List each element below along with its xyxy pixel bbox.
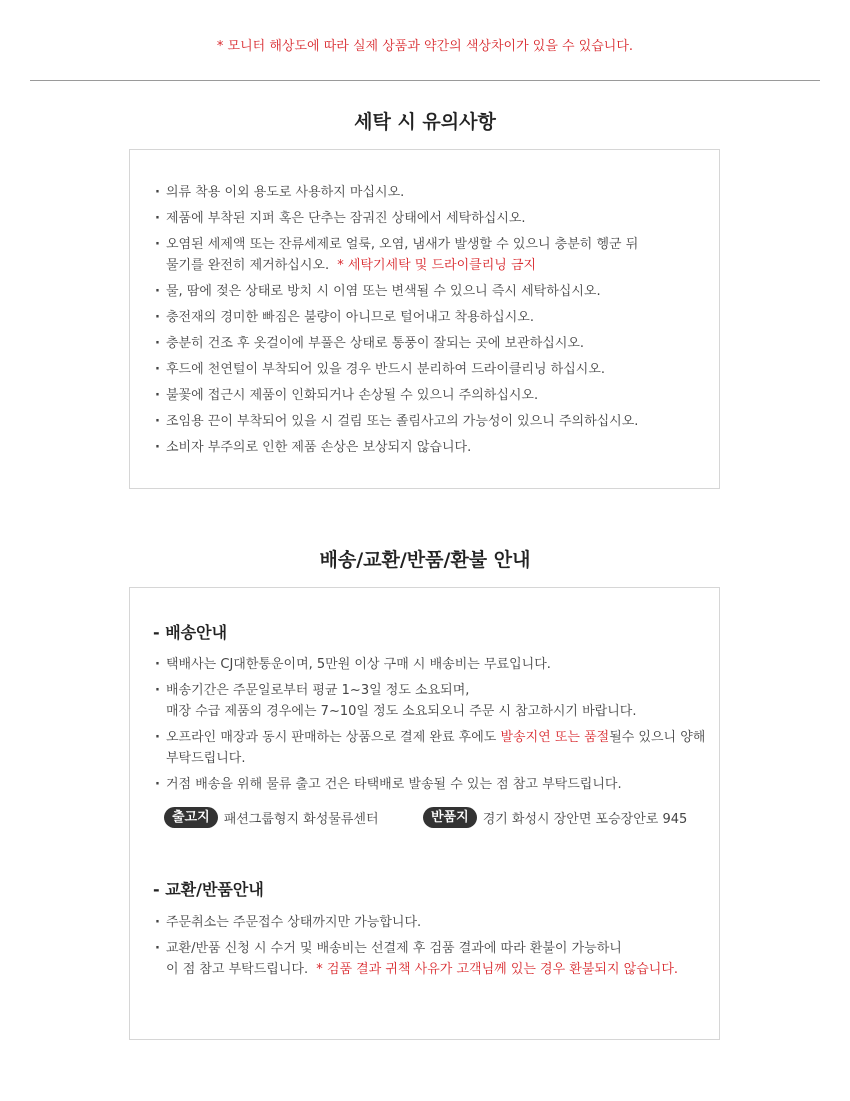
list-item: · 조임용 끈이 부착되어 있을 시 걸림 또는 졸림사고의 가능성이 있으니 주의하십시오. bbox=[155, 411, 700, 432]
list-item: · 충분히 건조 후 옷걸이에 부풀은 상태로 통풍이 잘되는 곳에 보관하십시오. bbox=[155, 333, 700, 354]
color-difference-notice: * 모니터 해상도에 따라 실제 상품과 약간의 색상차이가 있을 수 있습니다. bbox=[216, 39, 634, 54]
list-item bbox=[155, 234, 700, 276]
list-item-text: 될수 있으니 양해 bbox=[609, 730, 706, 745]
wash-section-title: 세탁 시 유의사항 bbox=[354, 111, 496, 133]
exchange-heading: - 교환/반품안내 bbox=[153, 880, 264, 899]
list-item: · 물, 땀에 젖은 상태로 방치 시 이염 또는 변색될 수 있으니 즉시 세탁하십시오. bbox=[155, 281, 700, 302]
delivery-list bbox=[155, 654, 710, 795]
list-item: · 후드에 천연털이 부착되어 있을 경우 반드시 분리하여 드라이클리닝 하십시오. bbox=[155, 359, 700, 380]
list-item bbox=[155, 727, 710, 769]
list-item-line2: 매장 수급 제품의 경우에는 7~10일 정도 소요되오니 주문 시 참고하시기 바랍니다. bbox=[166, 704, 637, 719]
service-section-title: 배송/교환/반품/환불 안내 bbox=[319, 549, 531, 571]
list-item: · 택배사는 CJ대한통운이며, 5만원 이상 구매 시 배송비는 무료입니다. bbox=[155, 654, 710, 675]
ship-from-row bbox=[164, 807, 379, 828]
refund-warning: * 검품 결과 귀책 사유가 고객님께 있는 경우 환불되지 않습니다. bbox=[316, 962, 679, 977]
list-item: · 거점 배송을 위해 물류 출고 건은 타택배로 발송될 수 있는 점 참고 부탁드립니다. bbox=[155, 774, 710, 795]
list-item-line1: 배송기간은 주문일로부터 평균 1~3일 정도 소요되며, bbox=[166, 683, 470, 698]
no-machine-wash-warning: * 세탁기세탁 및 드라이클리닝 금지 bbox=[337, 258, 537, 273]
list-item: · 제품에 부착된 지퍼 혹은 단추는 잠궈진 상태에서 세탁하십시오. bbox=[155, 208, 700, 229]
exchange-list bbox=[155, 912, 710, 980]
list-item-line2: 부탁드립니다. bbox=[166, 751, 246, 766]
list-item bbox=[155, 680, 710, 722]
list-item: · 충전재의 경미한 빠짐은 불량이 아니므로 털어내고 착용하십시오. bbox=[155, 307, 700, 328]
list-item: · 불꽃에 접근시 제품이 인화되거나 손상될 수 있으니 주의하십시오. bbox=[155, 385, 700, 406]
wash-care-box bbox=[129, 149, 720, 489]
list-item-line1: 교환/반품 신청 시 수거 및 배송비는 선결제 후 검품 결과에 따라 환불이 가능하니 bbox=[166, 941, 622, 956]
list-item-text: 오프라인 매장과 동시 판매하는 상품으로 결제 완료 후에도 bbox=[166, 730, 501, 745]
delivery-heading: - 배송안내 bbox=[153, 623, 228, 642]
divider bbox=[30, 80, 820, 81]
list-item: · 주문취소는 주문접수 상태까지만 가능합니다. bbox=[155, 912, 710, 933]
return-address-row bbox=[423, 807, 687, 828]
list-item: · 의류 착용 이외 용도로 사용하지 마십시오. bbox=[155, 182, 700, 203]
list-item-line2: 이 점 참고 부탁드립니다. bbox=[166, 962, 309, 977]
list-item-line1: 오염된 세제액 또는 잔류세제로 얼룩, 오염, 냄새가 발생할 수 있으니 충분히 헹군 뒤 bbox=[166, 237, 639, 252]
delay-soldout-highlight: 발송지연 또는 품절 bbox=[500, 730, 610, 745]
wash-care-list bbox=[155, 182, 700, 458]
service-info-box bbox=[129, 587, 720, 1040]
list-item-line2: 물기를 완전히 제거하십시오. bbox=[166, 258, 330, 273]
return-address: 경기 화성시 장안면 포승장안로 945 bbox=[482, 812, 688, 827]
ship-from-badge: 출고지 bbox=[164, 807, 218, 828]
list-item: · 소비자 부주의로 인한 제품 손상은 보상되지 않습니다. bbox=[155, 437, 700, 458]
return-address-badge: 반품지 bbox=[423, 807, 477, 828]
ship-from-address: 패션그룹형지 화성물류센터 bbox=[223, 812, 379, 827]
list-item bbox=[155, 938, 710, 980]
